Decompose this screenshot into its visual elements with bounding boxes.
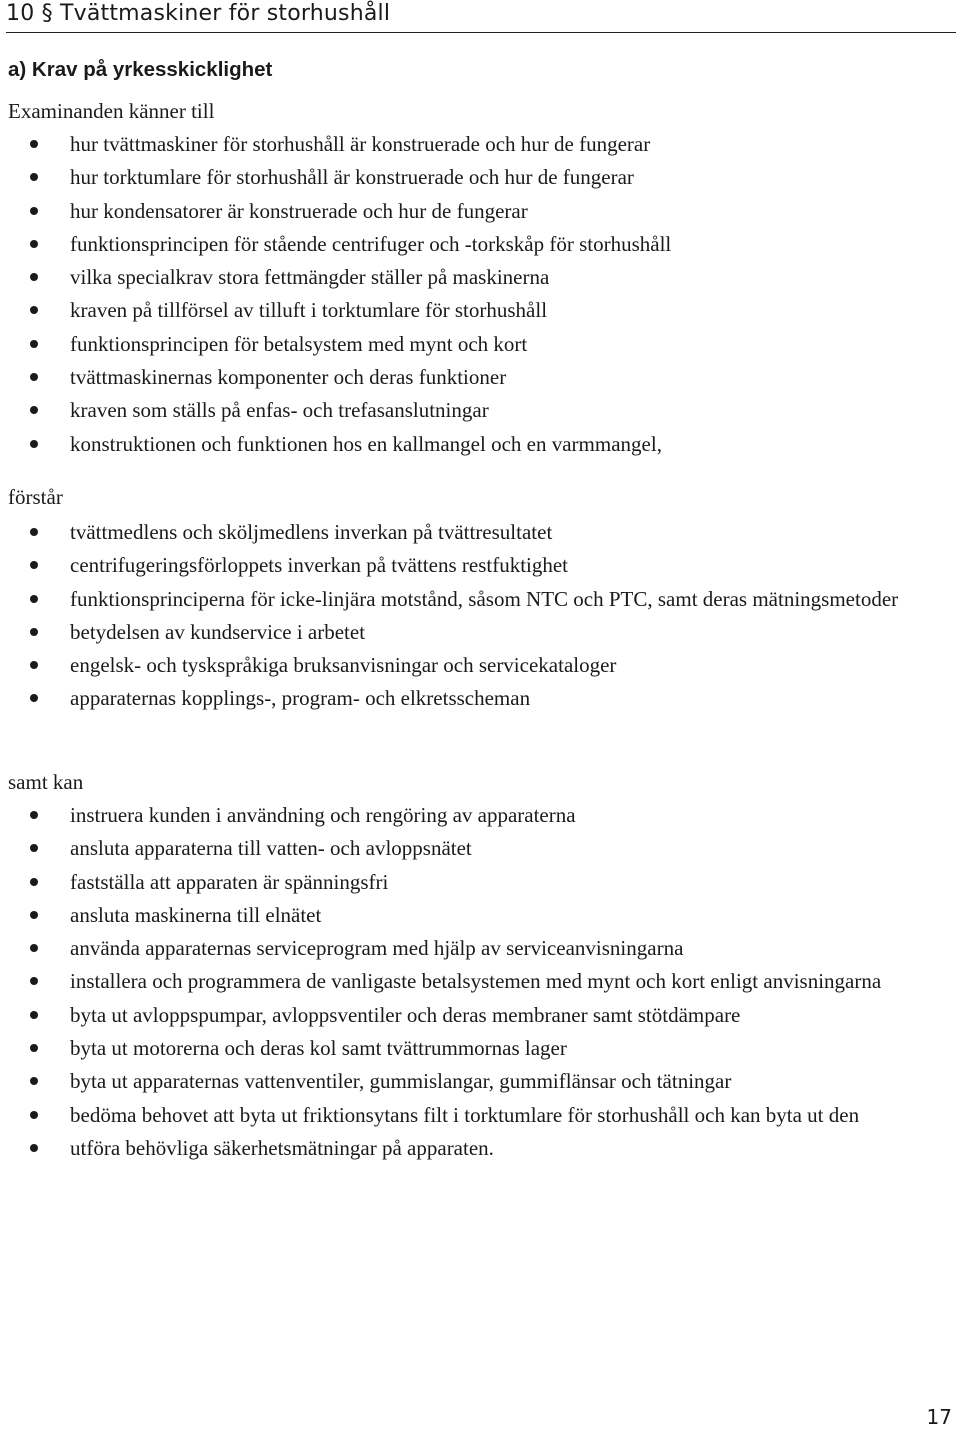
- list-item-text: tvättmedlens och sköljmedlens inverkan på tvättresultatet: [70, 520, 553, 544]
- bullet-icon: [30, 440, 38, 448]
- bullet-icon: [30, 694, 38, 702]
- list-item: [0, 1033, 940, 1063]
- bullet-icon: [30, 173, 38, 181]
- list-item-text: hur torktumlare för storhushåll är konstruerade och hur de fungerar: [70, 165, 634, 190]
- bullet-icon: [30, 240, 38, 248]
- understands-list: [0, 517, 940, 717]
- list-item: [0, 395, 940, 425]
- section-heading: a) Krav på yrkesskicklighet: [8, 58, 273, 81]
- bullet-icon: [30, 911, 38, 919]
- list-item: [0, 329, 940, 359]
- bullet-icon: [30, 306, 38, 314]
- list-item-text: använda apparaternas serviceprogram med hjälp av serviceanvisningarna: [70, 936, 684, 961]
- page-number: 17: [926, 1405, 952, 1429]
- bullet-icon: [30, 207, 38, 215]
- bullet-icon: [30, 1144, 38, 1152]
- list-item-text: byta ut avloppspumpar, avloppsventiler och deras membraner samt stötdämpare: [70, 1002, 741, 1027]
- list-item: [0, 429, 940, 459]
- list-item: [0, 650, 940, 680]
- list-item-text: apparaternas kopplings-, program- och elkretsscheman: [70, 686, 531, 711]
- bullet-icon: [30, 595, 38, 603]
- bullet-icon: [30, 661, 38, 669]
- list-item: [0, 900, 940, 930]
- list-item: [0, 517, 940, 547]
- list-item: [0, 966, 940, 996]
- bullet-icon: [30, 1077, 38, 1085]
- list-item-text: byta ut apparaternas vattenventiler, gummislangar, gummiflänsar och tätningar: [70, 1069, 732, 1094]
- list-item-text: centrifugeringsförloppets inverkan på tvättens restfuktighet: [70, 553, 569, 578]
- bullet-icon: [30, 811, 38, 819]
- list-item-text: instruera kunden i användning och rengöring av apparaterna: [70, 803, 576, 827]
- list-item-text: kraven som ställs på enfas- och trefasanslutningar: [70, 398, 489, 423]
- bullet-icon: [30, 844, 38, 852]
- list-item: [0, 362, 940, 392]
- list-item-text: kraven på tillförsel av tilluft i torktumlare för storhushåll: [70, 298, 548, 323]
- list-item-text: vilka specialkrav stora fettmängder ställer på maskinerna: [70, 265, 550, 290]
- list-item: [0, 196, 940, 226]
- list-item: [0, 262, 940, 292]
- bullet-icon: [30, 628, 38, 636]
- list-item: [0, 1133, 940, 1163]
- list-item-text: konstruktionen och funktionen hos en kallmangel och en varmmangel,: [70, 431, 662, 456]
- bullet-icon: [30, 1111, 38, 1119]
- bullet-icon: [30, 1011, 38, 1019]
- bullet-icon: [30, 373, 38, 381]
- bullet-icon: [30, 140, 38, 148]
- bullet-icon: [30, 944, 38, 952]
- list-item-text: installera och programmera de vanligaste betalsystemen med mynt och kort enligt anvisningarna: [70, 969, 882, 994]
- can-list: [0, 800, 940, 1166]
- bullet-icon: [30, 561, 38, 569]
- list-item: [0, 617, 940, 647]
- list-item: [0, 1066, 940, 1096]
- list-item: [0, 295, 940, 325]
- knows-list: [0, 129, 940, 462]
- list-item: [0, 683, 940, 713]
- list-item: [0, 800, 940, 830]
- list-item-text: engelsk- och tyskspråkiga bruksanvisningar och servicekataloger: [70, 653, 617, 678]
- list-item-text: ansluta maskinerna till elnätet: [70, 902, 322, 927]
- knows-group-title: Examinanden känner till: [8, 99, 215, 123]
- list-item: [0, 1000, 940, 1030]
- bullet-icon: [30, 977, 38, 985]
- bullet-icon: [30, 878, 38, 886]
- list-item: [0, 550, 940, 580]
- list-item: [0, 229, 940, 259]
- list-item: [0, 833, 940, 863]
- list-item-text: utföra behövliga säkerhetsmätningar på apparaten.: [70, 1135, 494, 1160]
- list-item: [0, 129, 940, 159]
- list-item-text: funktionsprincipen för stående centrifuger och -torkskåp för storhushåll: [70, 231, 672, 256]
- bullet-icon: [30, 528, 38, 536]
- can-group-title: samt kan: [8, 770, 84, 794]
- list-item-text: bedöma behovet att byta ut friktionsytans filt i torktumlare för storhushåll och kan byta ut den: [70, 1102, 860, 1127]
- list-item-text: betydelsen av kundservice i arbetet: [70, 619, 366, 644]
- list-item-text: hur tvättmaskiner för storhushåll är konstruerade och hur de fungerar: [70, 132, 651, 156]
- list-item-text: tvättmaskinernas komponenter och deras funktioner: [70, 365, 507, 390]
- list-item-text: ansluta apparaterna till vatten- och avloppsnätet: [70, 836, 472, 861]
- bullet-icon: [30, 340, 38, 348]
- list-item: [0, 867, 940, 897]
- understands-group-title: förstår: [8, 485, 63, 509]
- chapter-heading: 10 § Tvättmaskiner för storhushåll: [6, 0, 956, 33]
- bullet-icon: [30, 406, 38, 414]
- bullet-icon: [30, 1044, 38, 1052]
- list-item-text: funktionsprinciperna för icke-linjära motstånd, såsom NTC och PTC, samt deras mätningsmetoder: [70, 586, 899, 611]
- list-item-text: funktionsprincipen för betalsystem med mynt och kort: [70, 331, 528, 356]
- bullet-icon: [30, 273, 38, 281]
- list-item-text: byta ut motorerna och deras kol samt tvättrummornas lager: [70, 1036, 567, 1061]
- list-item-text: fastställa att apparaten är spänningsfri: [70, 869, 389, 894]
- list-item: [0, 584, 940, 614]
- list-item: [0, 1100, 940, 1130]
- list-item: [0, 933, 940, 963]
- list-item-text: hur kondensatorer är konstruerade och hur de fungerar: [70, 198, 528, 223]
- list-item: [0, 162, 940, 192]
